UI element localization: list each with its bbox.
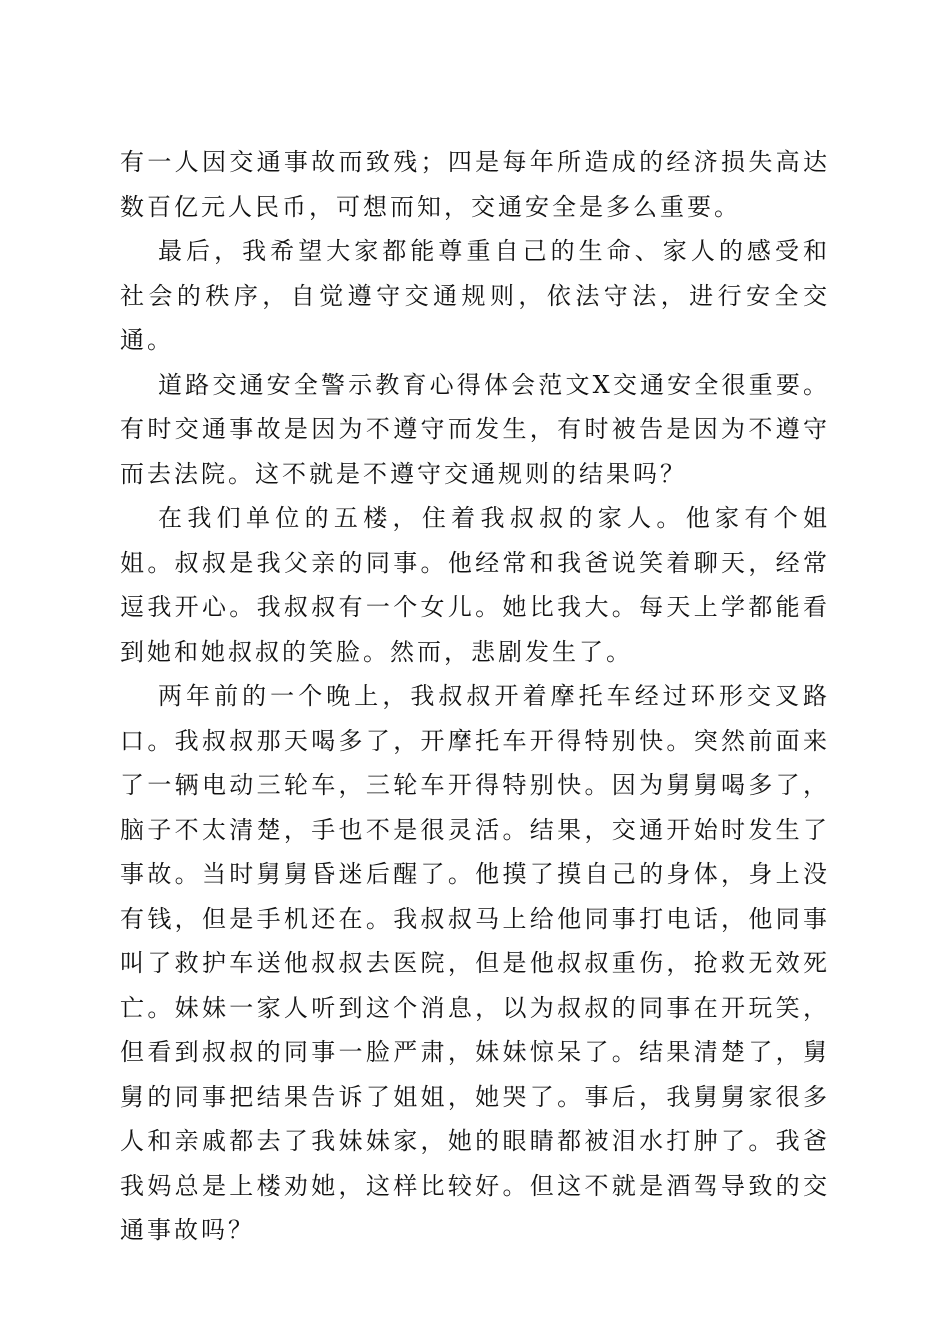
paragraph-2: 最后，我希望大家都能尊重自己的生命、家人的感受和社会的秩序，自觉遵守交通规则，依法守法，进行安全交通。 [120,237,830,354]
paragraph-5: 两年前的一个晚上，我叔叔开着摩托车经过环形交叉路口。我叔叔那天喝多了，开摩托车开得特别快。突然前面来了一辆电动三轮车，三轮车开得特别快。因为舅舅喝多了，脑子不太清楚，手也不是很灵活。结果，交通开始时发生了事故。当时舅舅昏迷后醒了。他摸了摸自己的身体，身上没有钱，但是手机还在。我叔叔马上给他同事打电话，他同事叫了救护车送他叔叔去医院，但是他叔叔重伤，抢救无效死亡。妹妹一家人听到这个消息，以为叔叔的同事在开玩笑，但看到叔叔的同事一脸严肃，妹妹惊呆了。结果清楚了，舅舅的同事把结果告诉了姐姐，她哭了。事后，我舅舅家很多人和亲戚都去了我妹妹家，她的眼睛都被泪水打肿了。我爸我妈总是上楼劝她，这样比较好。但这不就是酒驾导致的交通事故吗？ [120,682,830,1244]
paragraph-4: 在我们单位的五楼，住着我叔叔的家人。他家有个姐姐。叔叔是我父亲的同事。他经常和我爸说笑着聊天，经常逗我开心。我叔叔有一个女儿。她比我大。每天上学都能看到她和她叔叔的笑脸。然而，悲剧发生了。 [120,504,830,666]
paragraph-3: 道路交通安全警示教育心得体会范文X交通安全很重要。有时交通事故是因为不遵守而发生，有时被告是因为不遵守而去法院。这不就是不遵守交通规则的结果吗？ [120,370,830,488]
document-body [120,140,830,1253]
paragraph-1: 有一人因交通事故而致残；四是每年所造成的经济损失高达数百亿元人民币，可想而知，交通安全是多么重要。 [120,148,830,221]
